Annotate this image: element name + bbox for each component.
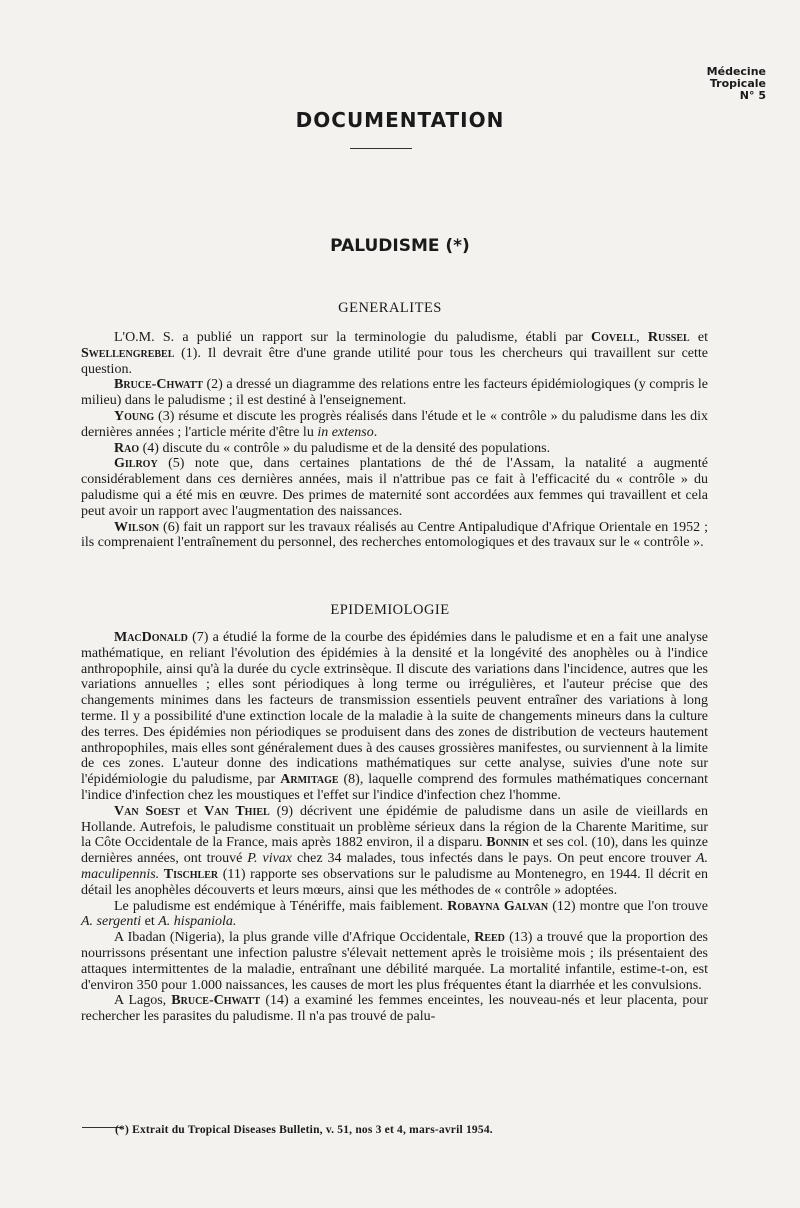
paragraph: Young (3) résume et discute les progrès réalisés dans l'étude et le « contrôle » du paludisme dans les dix dernières années ; l'article mérite d'être lu in extenso. — [81, 408, 708, 440]
author-name: Covell — [591, 330, 637, 345]
author-name: Russel — [647, 330, 690, 345]
paragraph: L'O.M. S. a publié un rapport sur la terminologie du paludisme, établi par Covell, Russel et Swellengrebel (1). Il devrait être d'une grande utilité pour tous les chercheurs qui travaillent sur cette question. — [81, 330, 709, 377]
author-name: Wilson — [114, 519, 160, 535]
author-name: Rao — [114, 440, 140, 456]
author-name: Swellengrebel — [81, 345, 175, 361]
epidemiologie-text — [81, 630, 708, 1025]
paragraph: A Lagos, Bruce-Chwatt (14) a examiné les femmes enceintes, les nouveau-nés et leur placenta, pour rechercher les parasites du paludisme. Il n'a pas trouvé de palu- — [81, 993, 708, 1025]
paragraph: A Ibadan (Nigeria), la plus grande ville d'Afrique Occidentale, Reed (13) a trouvé que la proportion des nourrissons présentant une infection palustre s'élevait nettement après le troisième mois ; ils présentaient des attaques intermittentes de la maladie, entraînant une débilité marquée. La mortalité infantile, estime-t-on, est d'environ 350 pour 1.000 naissances, les causes de mort les plus fréquentes étant la diarrhée et les convulsions. — [81, 930, 708, 993]
generalites-text — [81, 330, 708, 551]
author-name: Bonnin — [486, 835, 529, 851]
author-name: Robayna Galvan — [447, 898, 549, 914]
paragraph: Le paludisme est endémique à Ténériffe, mais faiblement. Robayna Galvan (12) montre que l'on trouve A. sergenti et A. hispaniola. — [81, 898, 708, 930]
author-name: MacDonald — [114, 630, 188, 645]
paragraph: Rao (4) discute du « contrôle » du paludisme et de la densité des populations. — [114, 440, 551, 456]
author-name: Van Thiel — [204, 803, 270, 819]
author-name: Young — [114, 408, 155, 424]
author-name: Bruce-Chwatt — [171, 993, 261, 1009]
author-name: Van Soest — [114, 803, 180, 819]
paragraph: Wilson (6) fait un rapport sur les travaux réalisés au Centre Antipaludique d'Afrique Orientale en 1952 ; ils comprenaient l'entraînement du personnel, des recherches entomologiques et des travaux sur le « contrôle ». — [81, 519, 708, 551]
paragraph: Gilroy (5) note que, dans certaines plantations de thé de l'Assam, la natalité a augmenté considérablement dans ces dernières années, mais il n'attribue pas ce fait à l'efficacité du « contrôle » du paludisme qui a été mis en œuvre. Des primes de maternité sont accordées aux femmes qui travaillent et cela peut avoir un rapport avec l'augmentation des naissances. — [81, 456, 708, 519]
section-title: PALUDISME (*) — [330, 236, 470, 256]
title-divider — [350, 148, 412, 149]
paragraph: Bruce-Chwatt (2) a dressé un diagramme des relations entre les facteurs épidémiologiques (y compris le milieu) dans le paludisme ; il est destiné à l'enseignement. — [81, 377, 708, 409]
journal-tag-line-1: Médecine — [706, 65, 766, 78]
journal-tag-line-2: Tropicale — [709, 77, 766, 90]
document-title: DOCUMENTATION — [295, 108, 505, 132]
author-name: Gilroy — [114, 456, 158, 472]
journal-tag — [707, 66, 766, 102]
footnote: (*) Extrait du Tropical Diseases Bulletin, v. 51, nos 3 et 4, mars-avril 1954. — [115, 1124, 493, 1136]
paragraph: Van Soest et Van Thiel (9) décrivent une épidémie de paludisme dans un asile de vieillards en Hollande. Autrefois, le paludisme constituait un problème sérieux dans la région de la Charente Maritime, sur la Côte Occidentale de la France, mais après 1882 environ, il a disparu. Bonnin et ses col. (10), dans les quinze dernières années, ont trouvé P. vivax chez 34 malades, tous infectés dans le pays. On peut encore trouver A. maculipennis. Tischler (11) rapporte ses observations sur le paludisme au Montenegro, en 1944. Il décrit en détail les anophèles découverts et leurs mœurs, ainsi que les méthodes de « contrôle » adoptées. — [81, 803, 708, 898]
paragraph: MacDonald (7) a étudié la forme de la courbe des épidémies dans le paludisme et en a fait une analyse mathématique, en reliant l'évolution des épidémies à la densité et la longévité des anophèles ou à l'indice anthropophile, ainsi qu'à la durée du cycle extrinsèque. Il discute des variations dans l'incidence, autres que les variations annuelles ; elles sont périodiques à long terme ou irrégulières, et l'auteur précise que des changements minimes dans les facteurs de transmission essentiels peuvent entraîner des variations à long terme. Il y a possibilité d'une extinction locale de la maladie à la suite de changements mineurs dans la culture des terres. Des épidémies non périodiques se produisent dans des zones de distribution de vecteurs hautement anthropophiles, mais elles sont généralement dues à des causes grossières manifestes, ou surviennent à la limite de ces zones. L'auteur donne des indications mathématiques sur cette analyse, suivies d'une note sur l'épidémiologie du paludisme, par Armitage (8), laquelle comprend des formules mathématiques concernant l'indice d'infection chez les moustiques et l'effet sur l'indice d'infection chez l'homme. — [81, 630, 708, 803]
heading-generalites: GENERALITES — [338, 300, 442, 316]
author-name: Reed — [474, 930, 505, 946]
author-name: Tischler — [163, 866, 219, 882]
heading-epidemiologie: EPIDEMIOLOGIE — [330, 602, 450, 618]
author-name: Bruce-Chwatt — [114, 377, 203, 393]
author-name: Armitage — [280, 772, 339, 788]
journal-tag-line-3: N° 5 — [739, 89, 766, 102]
